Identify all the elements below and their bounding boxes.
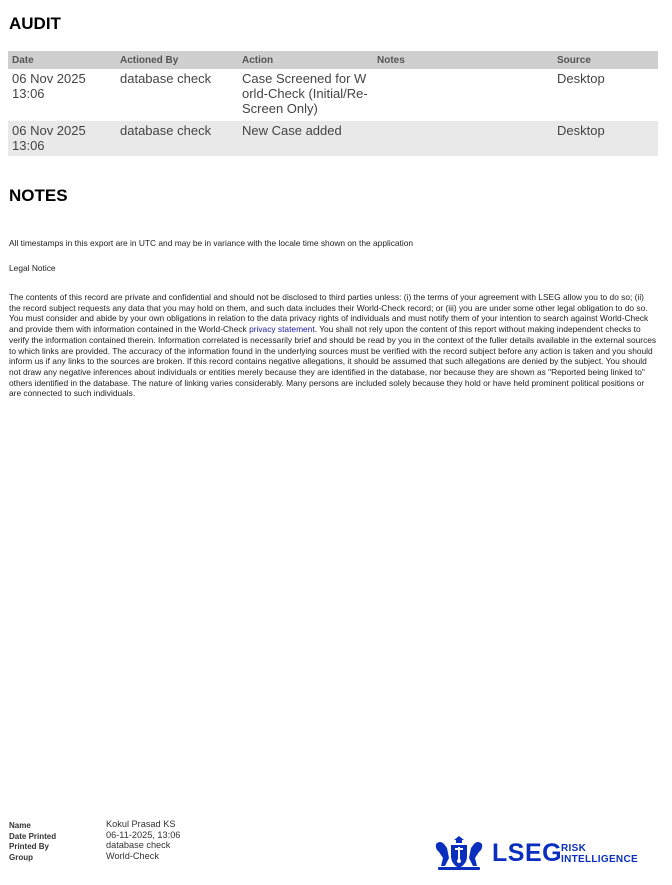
- column-header-date: Date: [8, 51, 116, 69]
- cell-source: Desktop: [557, 71, 605, 86]
- column-header-actioned-by: Actioned By: [116, 51, 238, 69]
- lseg-logo: [434, 836, 644, 874]
- cell-action: New Case added: [238, 121, 373, 156]
- cell-actioned-by: database check: [116, 121, 238, 156]
- footer-label-name: Name: [9, 821, 31, 830]
- utc-timestamp-note: All timestamps in this export are in UTC and may be in variance with the locale time shown on the application: [9, 238, 414, 248]
- audit-table: [8, 51, 658, 156]
- legal-notice-heading: Legal Notice: [9, 263, 56, 273]
- privacy-statement-link[interactable]: privacy statement: [249, 324, 315, 335]
- footer-value-date-printed: 06-11-2025, 13:06: [106, 829, 181, 840]
- cell-date: 06 Nov 2025 13:06: [8, 121, 116, 156]
- legal-text-part-1: The contents of this record are private and confidential and should not be disclosed to third parties unless: (i) the terms of your agreement with LSEG allow you to do so; (ii) the record subject requests any data that you may hold on them, and such data includes their World-Check record; or (iii) you are under some other legal obligation to do so. You must consider and abide by your own obligations in relation to the data privacy rights of individuals and must notify them of your intention to search against World-Check and provide them with information contained in the World-Check: [9, 292, 649, 335]
- column-header-action: Action: [238, 51, 373, 69]
- footer-value-group: World-Check: [106, 851, 159, 862]
- footer-label-printed-by: Printed By: [9, 842, 50, 851]
- audit-header-row: [8, 51, 658, 69]
- logo-subtitle-line-1: RISK: [561, 843, 587, 854]
- cell-action: Case Screened for World-Check (Initial/Re-Screen Only): [242, 71, 368, 116]
- footer-value-name: Kokul Prasad KS: [106, 819, 176, 829]
- footer-label-date-printed: Date Printed: [9, 831, 57, 841]
- table-row: [8, 121, 658, 156]
- footer-labels: [9, 821, 56, 863]
- cell-date: 06 Nov 2025 13:06: [12, 71, 86, 101]
- cell-notes: [373, 121, 553, 156]
- legal-notice-text: [9, 292, 657, 399]
- cell-notes: [373, 69, 553, 119]
- column-header-notes: Notes: [373, 51, 553, 69]
- column-header-source: Source: [553, 51, 658, 69]
- crest-icon: [434, 836, 484, 872]
- legal-text-part-2: . You shall not rely upon the content of this report without making independent checks to verify the information contained therein. Information correlated is necessarily brief and should be read by you in the context of the fuller details available in the external sources to which links are provided. The accuracy of the information found in the underlying sources must be verified with the record subject before any action is taken and you should inform us if any links to the sources are broken. If this record contains negative allegations, it should be assumed that such allegations are denied by the subject. You should not draw any negative inferences about individuals or entities merely because they are identified in the database, nor because they are shown as "Reported being linked to" others identified in the database. The nature of linking varies considerably. Many persons are included solely because they hold or have held prominent political positions or are connected to such individuals.: [9, 324, 657, 399]
- footer-label-group: Group: [9, 852, 33, 862]
- footer-value-printed-by: database check: [106, 840, 171, 851]
- table-row: [8, 69, 658, 119]
- cell-actioned-by: database check: [120, 71, 212, 86]
- notes-section-title: NOTES: [9, 186, 68, 205]
- footer-values: [106, 819, 180, 862]
- logo-subtitle: [561, 843, 638, 865]
- logo-brand-text: LSEG: [492, 839, 563, 867]
- cell-source: Desktop: [553, 121, 658, 156]
- logo-subtitle-line-2: INTELLIGENCE: [561, 854, 638, 865]
- audit-section-title: AUDIT: [9, 14, 61, 33]
